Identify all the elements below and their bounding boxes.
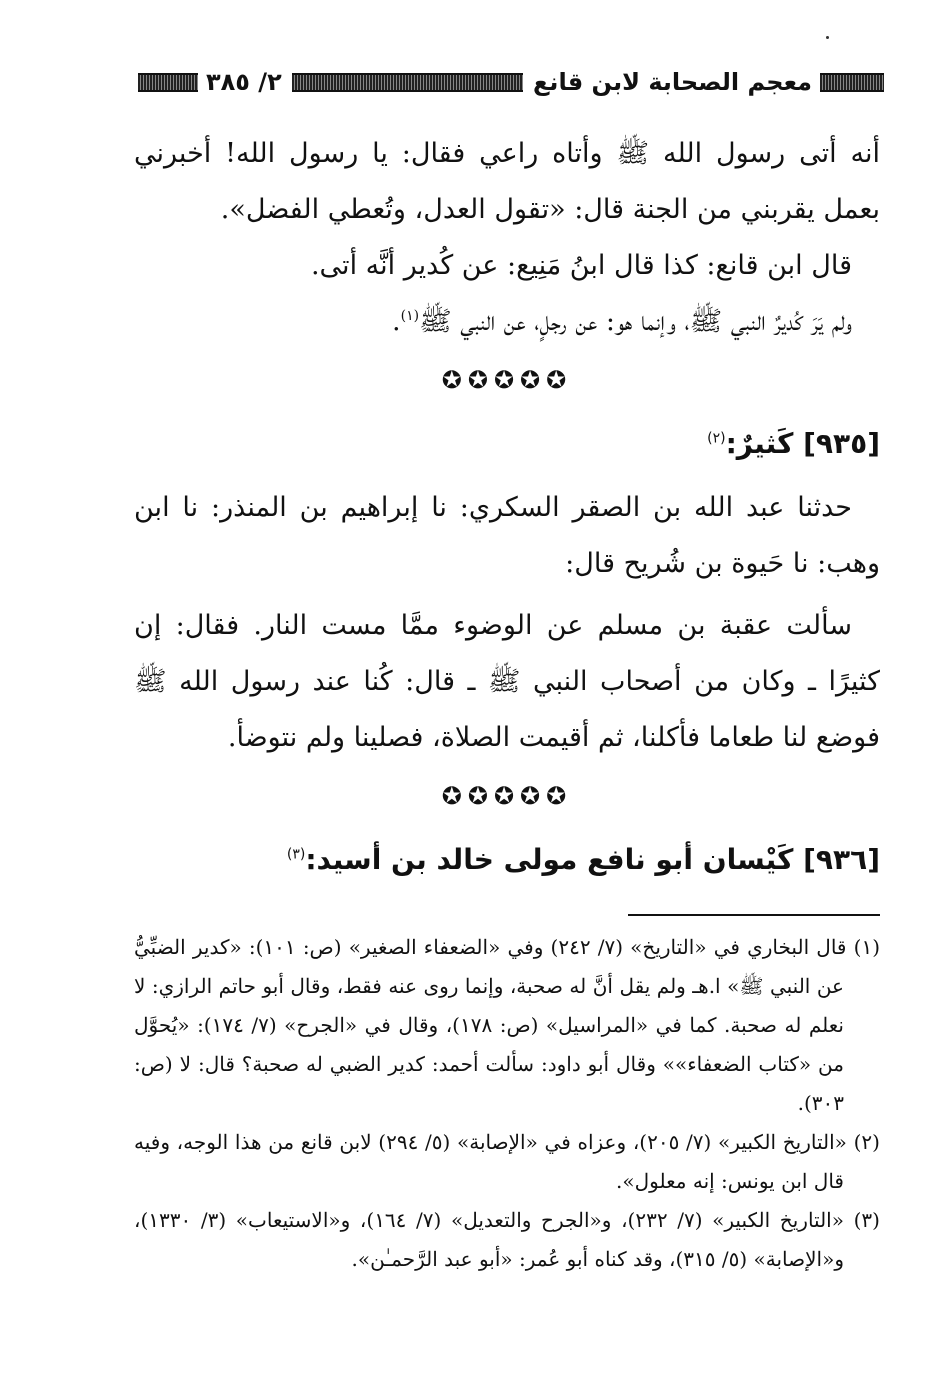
footnotes [134,928,880,1279]
footnote-2: (٢) «التاريخ الكبير» (٧/ ٢٠٥)، وعزاه في «الإصابة» (٥/ ٢٩٤) لابن قانع من هذا الوجه، وفيه قال ابن يونس: إنه معلول». [134,1130,880,1193]
scan-speck [826,36,829,39]
paragraph: حدثنا عبد الله بن الصقر السكري: نا إبراهيم بن المنذر: نا ابن وهب: نا حَيوة بن شُريح قال: [134,492,880,579]
header-ornament-bar [138,73,198,92]
main-text [134,126,880,896]
entry-heading-936 [134,832,880,888]
footnote-1: (١) قال البخاري في «التاريخ» (٧/ ٢٤٢) وفي «الضعفاء الصغير» (ص: ١٠١): «كدير الضبِّيُّ عن النبي ﷺ» ا.هـ ولم يقل أنَّ له صحبة، وإنما روى عنه فقط، وقال أبو حاتم الرازي: لا نعلم له صحبة. كما في «المراسيل» (ص: ١٧٨)، وقال في «الجرح» (٧/ ١٧٤): «يُحوَّل من «كتاب الضعفاء»» وقال أبو داود: سألت أحمد: كدير الضبي له صحبة؟ قال: لا (ص: ٣٠٣). [134,935,880,1115]
paragraph: أنه أتى رسول الله ﷺ وأتاه راعي فقال: يا رسول الله! أخبرني بعمل يقربني من الجنة قال: «تقول العدل، وتُعطي الفضل». [134,138,880,225]
entry-label: [٩٣٥] كَثيرٌ: [725,427,880,460]
footnote-3: (٣) «التاريخ الكبير» (٧/ ٢٣٢)، و«الجرح والتعديل» (٧/ ١٦٤)، و«الاستيعاب» (٣/ ١٣٣٠)، و«الإصابة» (٥/ ٣١٥)، وقد كناه أبو عُمر: «أبو عبد الرَّحمـٰن». [134,1208,880,1271]
footnote-ref: (٣) [286,846,306,863]
book-title: معجم الصحابة لابن قانع [533,68,812,96]
paragraph: سألت عقبة بن مسلم عن الوضوء ممَّا مست النار. فقال: إن كثيرًا ـ وكان من أصحاب النبي ﷺ ـ قال: كُنا عند رسول الله ﷺ فوضع لنا طعاما فأكلنا، ثم أقيمت الصلاة، فصلينا ولم نتوضأ. [134,610,880,753]
paragraph-text: ولم يَرَ كُديرٌ النبي ﷺ، وإنما هو: عن رجلٍ، عن النبي ﷺ [419,306,852,337]
footnote-ref: (٢) [707,430,726,447]
section-separator: ✪✪✪✪✪ [441,782,573,810]
page-number: ٢/ ٣٨٥ [206,68,282,96]
header-ornament-bar [292,73,523,92]
paragraph-end: . [392,306,401,337]
section-separator: ✪✪✪✪✪ [441,366,573,394]
entry-heading-935 [134,416,880,472]
paragraph: قال ابن قانع: كذا قال ابنُ مَنِيع: عن كُدير أنَّه أتى. [310,250,852,281]
footnote-ref: (١) [400,308,420,324]
header-ornament-bar [820,73,884,92]
running-header [138,60,884,104]
entry-label: [٩٣٦] كَيْسان أبو نافع مولى خالد بن أسيد: [305,843,880,876]
footnote-rule [628,914,880,916]
paragraph [134,294,880,350]
